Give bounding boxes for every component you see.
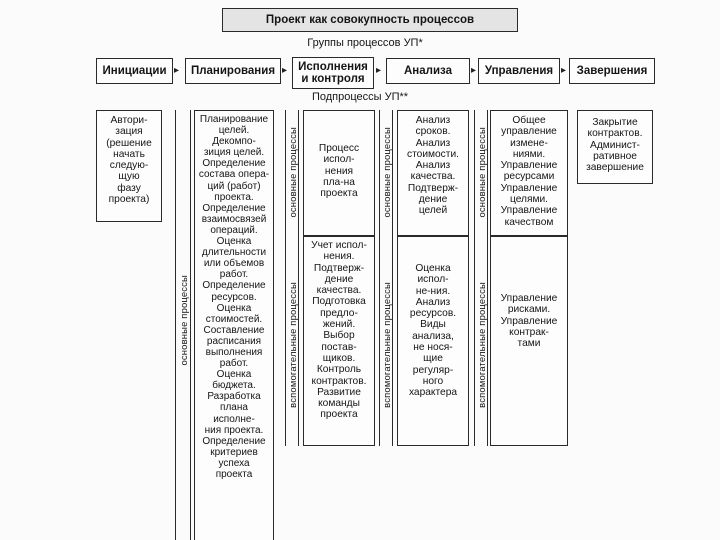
execution-main-box [303,110,375,236]
control-aux-box [490,236,568,446]
execution-main-text: Процесс испол- нения пла-на проекта [318,143,360,200]
analysis-main-label: основные процессы [380,126,392,218]
planning-text: Планирование целей. Декомпо- зиция целей. Определение состава опера- ций (работ) проекта. Определение взаимосвязей операций. Оценка длительности или объемов работ. Определение ресурсов. Оценка стоимостей. Составление расписания выполнения работ. Оценка бюджета. Разработка плана исполне- ния проекта. Определение критериев успеха проекта [198,114,270,480]
arrow-right-icon: ▸ [471,65,477,76]
group-closing-label: Завершения [576,65,648,77]
diagram-title-text: Проект как совокупность процессов [265,14,475,26]
closing-text: Закрытие контрактов. Админист- ративное завершение [586,117,644,174]
group-analysis [386,58,470,84]
execution-aux-label: вспомогательные процессы [286,282,298,408]
arrow-right-icon: ▸ [282,65,288,76]
group-initiation [96,58,173,84]
execution-aux-text: Учет испол- нения. Подтверж- дение качества. Подготовка предло- жений. Выбор постав- щиков. Контроль контрактов. Развитие команды проекта [311,240,367,421]
subprocesses-label: Подпроцессы УП** [311,91,409,103]
analysis-aux-box [397,236,469,446]
arrow-right-icon: ▸ [561,65,567,76]
control-aux-text: Управление рисками. Управление контрак- тами [500,293,558,350]
control-main-text: Общее управление измене- ниями. Управление ресурсами Управление целями. Управление качеством [500,115,558,228]
arrow-right-icon: ▸ [174,65,180,76]
analysis-aux-label: вспомогательные процессы [380,282,392,408]
group-closing [569,58,655,84]
closing-box [577,110,653,184]
execution-main-label: основные процессы [286,126,298,218]
arrow-right-icon: ▸ [376,65,382,76]
diagram-title [222,8,518,32]
control-main-label: основные процессы [475,126,487,218]
initiation-text: Автори- зация (решение начать следую- щую фазу проекта) [106,115,152,206]
group-control-label: Управления [484,65,554,77]
group-execution-control [292,57,374,89]
analysis-main-text: Анализ сроков. Анализ стоимости. Анализ качества. Подтверж- дение целей [407,115,459,217]
group-planning [185,58,281,84]
group-initiation-label: Инициации [102,65,167,77]
group-analysis-label: Анализа [404,65,452,77]
group-control [478,58,560,84]
planning-box [194,110,274,540]
control-main-box [490,110,568,236]
group-planning-label: Планирования [190,65,276,77]
control-aux-label: вспомогательные процессы [475,282,487,408]
planning-main-label: основные процессы [177,274,189,366]
groups-label: Группы процессов УП* [307,37,423,49]
analysis-main-box [397,110,469,236]
execution-aux-box [303,236,375,446]
initiation-box [96,110,162,222]
analysis-aux-text: Оценка испол- не-ния. Анализ ресурсов. Виды анализа, не нося- щие регуляр- ного характера [408,263,458,399]
group-execution-control-label: Исполнения и контроля [298,61,368,85]
